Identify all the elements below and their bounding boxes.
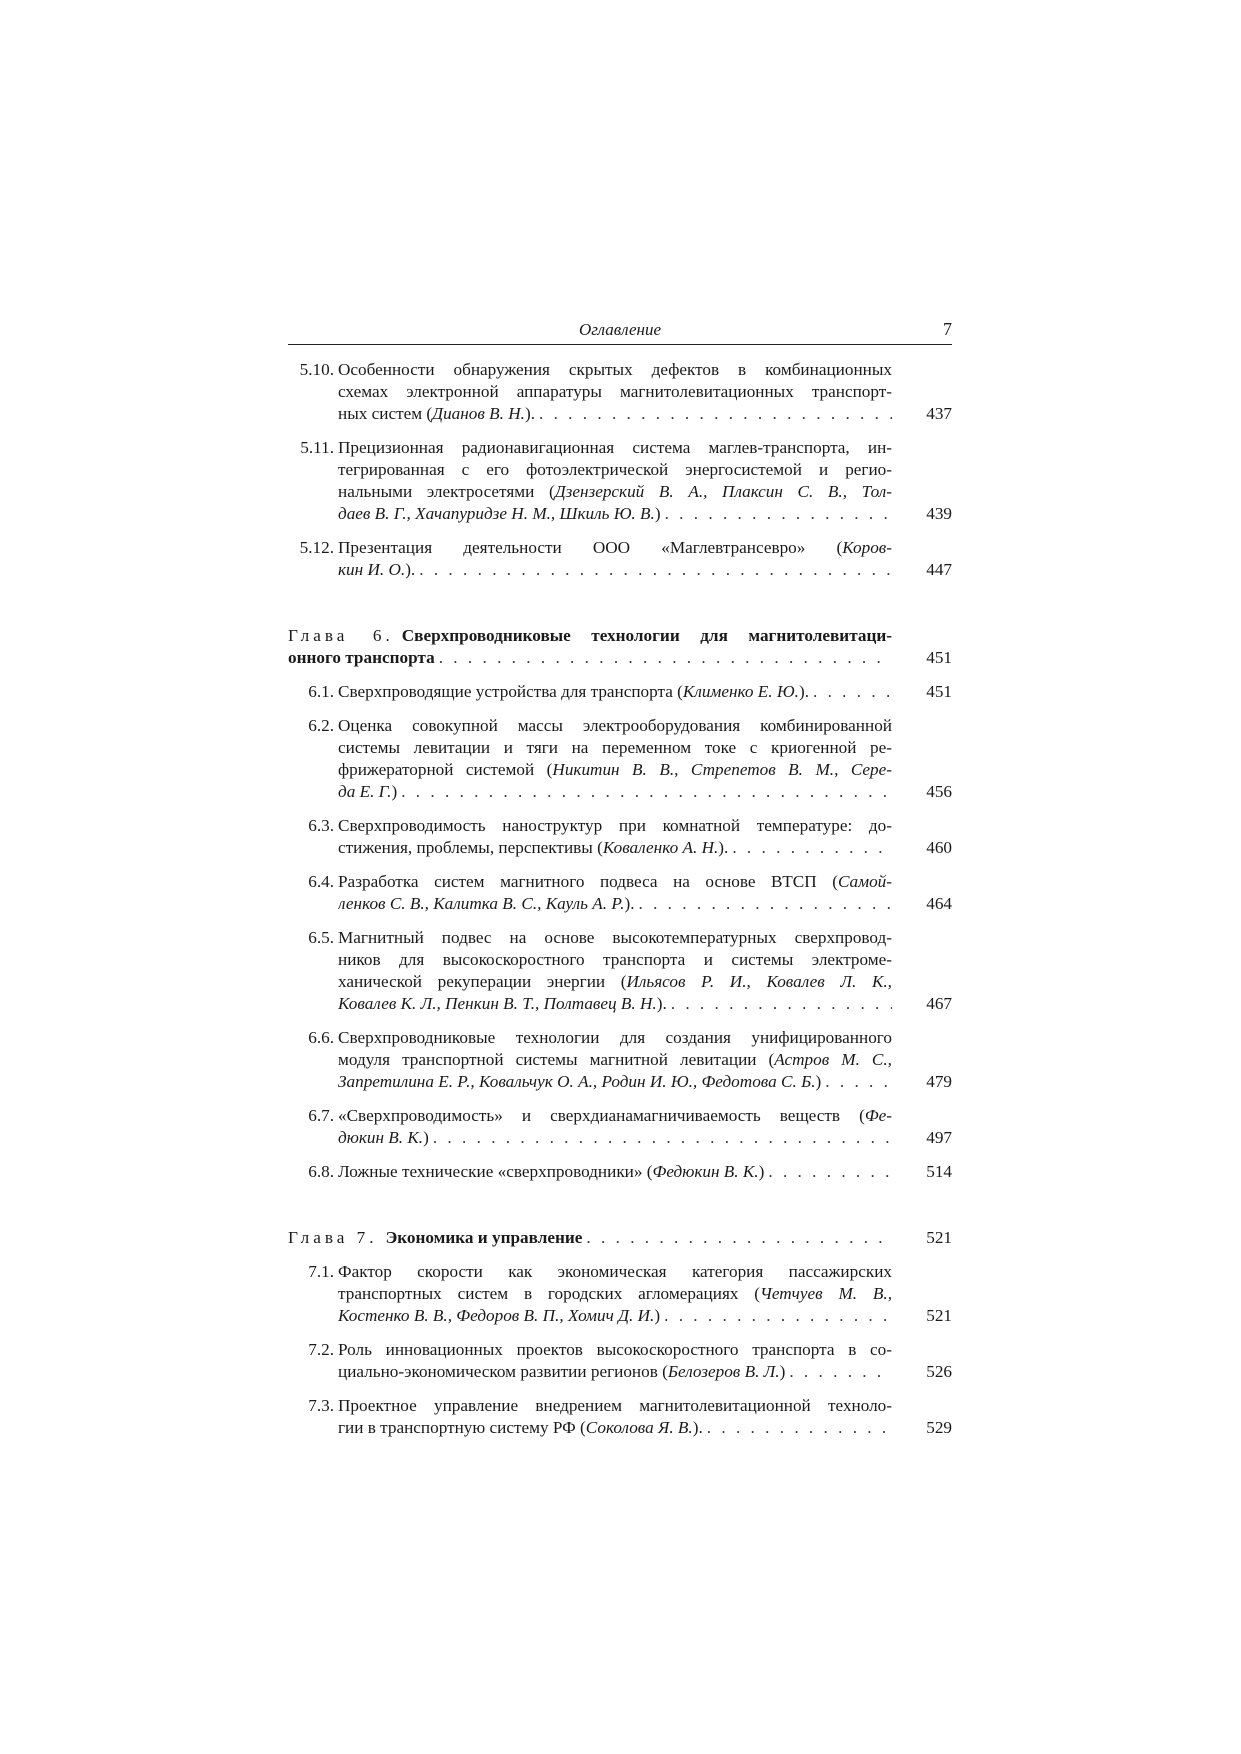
entry-text-line: модуля транспортной системы магнитной левитации (Астров М. С.,	[338, 1050, 892, 1069]
toc-list	[288, 359, 952, 1439]
running-header	[288, 318, 952, 345]
toc-entry[interactable]	[288, 1027, 952, 1093]
entry-page-number: 439	[926, 504, 952, 523]
entry-number: 5.12.	[299, 538, 334, 557]
leader-dots	[813, 681, 892, 703]
toc-entry[interactable]	[288, 927, 952, 1015]
leader-dots	[539, 403, 892, 425]
toc-entry[interactable]	[288, 1339, 952, 1383]
leader-dots	[707, 1417, 892, 1439]
header-page-number: 7	[943, 319, 952, 339]
entry-text-line: Роль инновационных проектов высокоскоростного транспорта в со-	[338, 1340, 892, 1359]
entry-number: 6.5.	[308, 928, 334, 947]
entry-text-line: стижения, проблемы, перспективы (Коваленко А. Н.). . . .	[338, 837, 892, 859]
chapter-title: онного транспорта	[288, 648, 435, 667]
chapter-label: Глава 6.	[288, 626, 394, 645]
entry-page-number: 437	[926, 404, 952, 423]
entry-text-line: кин И. О.). . . .	[338, 559, 892, 581]
entry-page-number: 460	[926, 838, 952, 857]
entry-text-line: Сверхпроводящие устройства для транспорта (Клименко Е. Ю.). . . .	[338, 681, 892, 703]
entry-text-line	[288, 647, 892, 669]
header-title: Оглавление	[578, 320, 662, 339]
toc-entry[interactable]	[288, 1395, 952, 1439]
toc-entry[interactable]	[288, 437, 952, 525]
chapter-title: Сверхпроводниковые технологии для магнитолевитаци-	[401, 626, 892, 645]
entry-text-line: Магнитный подвес на основе высокотемпературных сверхпровод-	[338, 928, 892, 947]
entry-number: 6.2.	[308, 716, 334, 735]
leader-dots	[439, 647, 892, 669]
entry-text-line: дюкин В. К.) . . .	[338, 1127, 892, 1149]
toc-entry[interactable]	[288, 815, 952, 859]
toc-page	[288, 318, 952, 1451]
entry-page-number: 521	[926, 1228, 952, 1247]
entry-text-line: тегрированная с его фотоэлектрической энергосистемой и регио-	[338, 460, 892, 479]
leader-dots	[665, 503, 892, 525]
entry-page-number: 447	[926, 560, 952, 579]
entry-page-number: 514	[926, 1162, 952, 1181]
leader-dots	[586, 1227, 892, 1249]
entry-text-line: Презентация деятельности ООО «Маглевтрансевро» (Коров-	[338, 538, 892, 557]
entry-text-line: Особенности обнаружения скрытых дефектов в комбинационных	[338, 360, 892, 379]
entry-page-number: 529	[926, 1418, 952, 1437]
leader-dots	[789, 1361, 892, 1383]
entry-text-line: Ковалев К. Л., Пенкин В. Т., Полтавец В. Н.). . . .	[338, 993, 892, 1015]
entry-text-line: Оценка совокупной массы электрооборудования комбинированной	[338, 716, 892, 735]
entry-text-line	[288, 1227, 892, 1249]
entry-page-number: 464	[926, 894, 952, 913]
entry-number: 6.1.	[308, 682, 334, 701]
entry-page-number: 467	[926, 994, 952, 1013]
entry-text-line: ленков С. В., Калитка В. С., Кауль А. Р.). . . .	[338, 893, 892, 915]
entry-text-line: фрижераторной системой (Никитин В. В., Стрепетов В. М., Сере-	[338, 760, 892, 779]
chapter-title: Экономика и управление	[385, 1228, 583, 1247]
entry-text-line: Костенко В. В., Федоров В. П., Хомич Д. И.) . . .	[338, 1305, 892, 1327]
entry-text-line	[288, 625, 892, 647]
leader-dots	[671, 993, 892, 1015]
entry-page-number: 451	[926, 648, 952, 667]
entry-text-line: системы левитации и тяги на переменном токе с криогенной ре-	[338, 738, 892, 757]
leader-dots	[638, 893, 892, 915]
entry-number: 6.8.	[308, 1162, 334, 1181]
entry-text-line: Сверхпроводниковые технологии для создания унифицированного	[338, 1028, 892, 1047]
leader-dots	[732, 837, 892, 859]
entry-text-line: даев В. Г., Хачапуридзе Н. М., Шкиль Ю. В.) . . .	[338, 503, 892, 525]
toc-entry[interactable]	[288, 871, 952, 915]
entry-text-line: нальными электросетями (Дзензерский В. А., Плаксин С. В., Тол-	[338, 482, 892, 501]
entry-page-number: 526	[926, 1362, 952, 1381]
entry-text-line: Разработка систем магнитного подвеса на основе ВТСП (Самой-	[338, 872, 892, 891]
entry-text-line: Ложные технические «сверхпроводники» (Федюкин В. К.) . . .	[338, 1161, 892, 1183]
entry-number: 6.3.	[308, 816, 334, 835]
entry-text-line: Запретилина Е. Р., Ковальчук О. А., Родин И. Ю., Федотова С. Б.) . . .	[338, 1071, 892, 1093]
entry-number: 5.10.	[299, 360, 334, 379]
leader-dots	[768, 1161, 892, 1183]
toc-entry[interactable]	[288, 681, 952, 703]
toc-chapter[interactable]	[288, 1227, 952, 1249]
entry-number: 6.6.	[308, 1028, 334, 1047]
entry-text-line: Проектное управление внедрением магнитолевитационной техноло-	[338, 1396, 892, 1415]
entry-text-line: да Е. Г.) . . .	[338, 781, 892, 803]
entry-text-line: гии в транспортную систему РФ (Соколова Я. В.). . . .	[338, 1417, 892, 1439]
leader-dots	[433, 1127, 892, 1149]
entry-page-number: 451	[926, 682, 952, 701]
entry-text-line: ных систем (Дианов В. Н.). . . .	[338, 403, 892, 425]
entry-page-number: 521	[926, 1306, 952, 1325]
entry-text-line: транспортных систем в городских агломерациях (Четчуев М. В.,	[338, 1284, 893, 1303]
toc-entry[interactable]	[288, 1261, 952, 1327]
toc-entry[interactable]	[288, 715, 952, 803]
leader-dots	[825, 1071, 892, 1093]
entry-number: 7.1.	[308, 1262, 334, 1281]
toc-entry[interactable]	[288, 1105, 952, 1149]
entry-text-line: Сверхпроводимость наноструктур при комнатной температуре: до-	[338, 816, 892, 835]
entry-number: 5.11.	[300, 438, 334, 457]
toc-entry[interactable]	[288, 537, 952, 581]
entry-page-number: 479	[926, 1072, 952, 1091]
leader-dots	[401, 781, 892, 803]
leader-dots	[664, 1305, 892, 1327]
entry-text-line: Фактор скорости как экономическая категория пассажирских	[338, 1262, 892, 1281]
entry-page-number: 456	[926, 782, 952, 801]
toc-entry[interactable]	[288, 359, 952, 425]
entry-page-number: 497	[926, 1128, 952, 1147]
entry-text-line: Прецизионная радионавигационная система маглев-транспорта, ин-	[338, 438, 892, 457]
toc-chapter[interactable]	[288, 625, 952, 669]
entry-number: 7.2.	[308, 1340, 334, 1359]
chapter-label: Глава 7.	[288, 1228, 378, 1247]
leader-dots	[419, 559, 892, 581]
entry-number: 7.3.	[308, 1396, 334, 1415]
entry-number: 6.7.	[308, 1106, 334, 1125]
entry-text-line: циально-экономическом развитии регионов (Белозеров В. Л.) . . .	[338, 1361, 892, 1383]
toc-entry[interactable]	[288, 1161, 952, 1183]
entry-text-line: «Сверхпроводимость» и сверхдианамагничиваемость веществ (Фе-	[338, 1106, 892, 1125]
entry-text-line: ханической рекуперации энергии (Ильясов Р. И., Ковалев Л. К.,	[338, 972, 892, 991]
entry-number: 6.4.	[308, 872, 334, 891]
entry-text-line: схемах электронной аппаратуры магнитолевитационных транспорт-	[338, 382, 892, 401]
entry-text-line: ников для высокоскоростного транспорта и системы электроме-	[338, 950, 892, 969]
